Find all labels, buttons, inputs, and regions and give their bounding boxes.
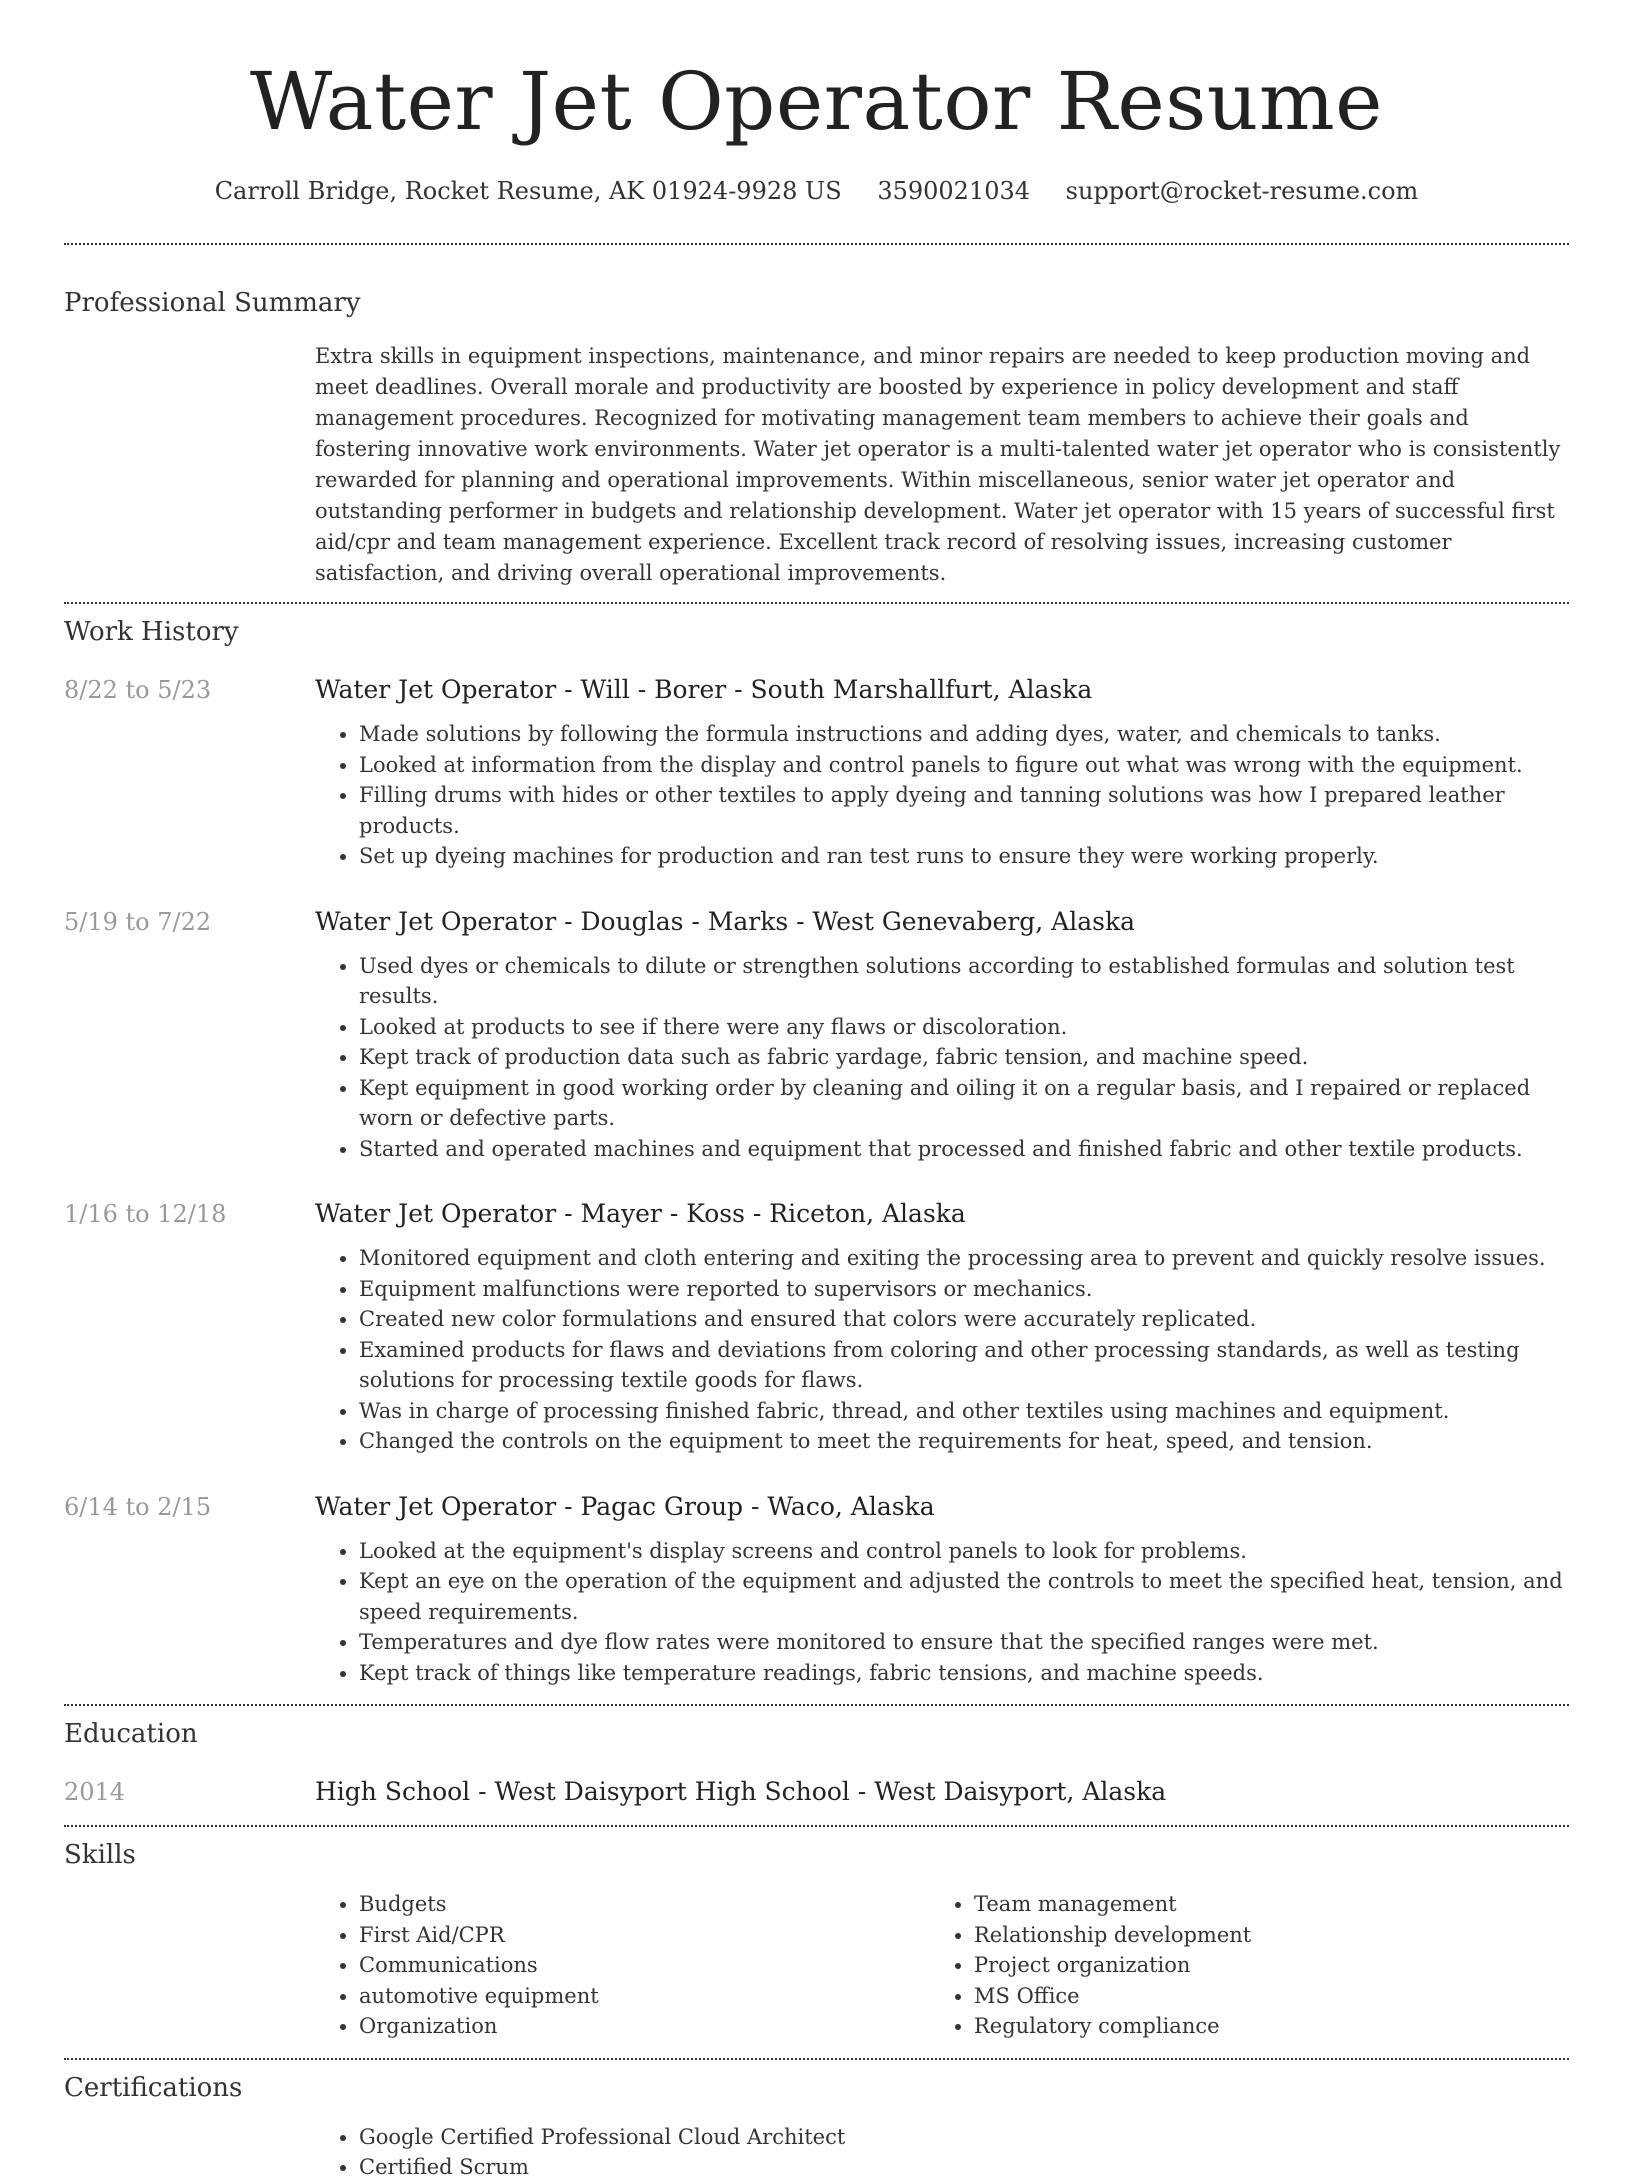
job-bullet: • Kept equipment in good working order by cleaning and oiling it on a regular basis, and I repaired or replaced worn or defective parts. — [359, 1073, 1569, 1134]
job-body — [315, 1490, 1569, 1689]
certifications-list — [315, 2122, 1569, 2183]
skill-item: • Organization — [359, 2011, 930, 2042]
skills-column — [315, 1889, 930, 2042]
divider — [64, 1704, 1569, 1706]
skill-item: • First Aid/CPR — [359, 1920, 930, 1951]
job-dates: 6/14 to 2/15 — [64, 1492, 212, 1521]
job-bullet: • Made solutions by following the formula instructions and adding dyes, water, and chemicals to tanks. — [359, 719, 1569, 750]
education-entry — [64, 1775, 1569, 1809]
skills-list — [315, 1889, 1569, 2042]
job-bullet: • Kept track of things like temperature readings, fabric tensions, and machine speeds. — [359, 1658, 1569, 1689]
job-bullets — [315, 719, 1569, 872]
job-entry — [64, 1197, 1569, 1457]
job-entry — [64, 673, 1569, 872]
summary-text: Extra skills in equipment inspections, maintenance, and minor repairs are needed to keep production moving and meet deadlines. Overall morale and productivity are boosted by experience in policy development and staff management procedures. Recognized for motivating management team members to achieve their goals and fostering innovative work environments. Water jet operator is a multi-talented water jet operator who is consistently rewarded for planning and operational improvements. Within miscellaneous, senior water jet operator and outstanding performer in budgets and relationship development. Water jet operator with 15 years of successful first aid/cpr and team management experience. Excellent track record of resolving issues, increasing customer satisfaction, and driving overall operational improvements. — [315, 344, 1561, 585]
skill-item: • Relationship development — [974, 1920, 1545, 1951]
job-entry — [64, 1490, 1569, 1689]
contact-email: support@rocket-resume.com — [1065, 177, 1419, 205]
divider — [64, 602, 1569, 604]
job-bullet: • Changed the controls on the equipment to meet the requirements for heat, speed, and tension. — [359, 1426, 1569, 1457]
certifications-heading: Certifications — [64, 2072, 243, 2103]
summary-heading: Professional Summary — [64, 288, 361, 318]
contact-address: Carroll Bridge, Rocket Resume, AK 01924-9928 US — [214, 177, 842, 205]
resume-title: Water Jet Operator Resume — [249, 55, 1384, 148]
job-bullet: • Was in charge of processing finished fabric, thread, and other textiles using machines and equipment. — [359, 1396, 1569, 1427]
job-bullet: • Looked at the equipment's display screens and control panels to look for problems. — [359, 1536, 1569, 1567]
job-title: Water Jet Operator - Douglas - Marks - West Genevaberg, Alaska — [315, 906, 1136, 936]
job-bullet: • Equipment malfunctions were reported to supervisors or mechanics. — [359, 1274, 1569, 1305]
contact-line — [64, 174, 1569, 208]
work-history-heading: Work History — [64, 617, 239, 647]
job-bullet: • Used dyes or chemicals to dilute or strengthen solutions according to established formulas and solution test results. — [359, 951, 1569, 1012]
job-dates: 5/19 to 7/22 — [64, 907, 212, 936]
certification-item: • Certified Scrum — [359, 2152, 1569, 2183]
skills-heading: Skills — [64, 1840, 136, 1870]
job-entry — [64, 905, 1569, 1165]
job-bullet: • Monitored equipment and cloth entering and exiting the processing area to prevent and quickly resolve issues. — [359, 1243, 1569, 1274]
skills-column — [930, 1889, 1545, 2042]
resume-page — [64, 0, 1569, 2183]
job-body — [315, 1197, 1569, 1457]
job-bullet: • Looked at products to see if there were any flaws or discoloration. — [359, 1012, 1569, 1043]
divider — [64, 2058, 1569, 2060]
skill-item: • Communications — [359, 1950, 930, 1981]
job-dates: 1/16 to 12/18 — [64, 1200, 227, 1228]
job-bullet: • Looked at information from the display and control panels to figure out what was wrong with the equipment. — [359, 750, 1569, 781]
job-title: Water Jet Operator - Mayer - Koss - Riceton, Alaska — [315, 1199, 966, 1228]
skill-item: • Regulatory compliance — [974, 2011, 1545, 2042]
job-bullet: • Kept an eye on the operation of the equipment and adjusted the controls to meet the specified heat, tension, and speed requirements. — [359, 1566, 1569, 1627]
skill-item: • Team management — [974, 1889, 1545, 1920]
job-bullets — [315, 1536, 1569, 1689]
job-bullet: • Set up dyeing machines for production and ran test runs to ensure they were working properly. — [359, 841, 1569, 872]
skill-item: • MS Office — [974, 1981, 1545, 2012]
job-body — [315, 673, 1569, 872]
certification-item: • Google Certified Professional Cloud Architect — [359, 2122, 1569, 2153]
job-bullet: • Filling drums with hides or other textiles to apply dyeing and tanning solutions was how I prepared leather products. — [359, 780, 1569, 841]
divider — [64, 243, 1569, 245]
skill-item: • Budgets — [359, 1889, 930, 1920]
job-bullets — [315, 951, 1569, 1165]
education-heading: Education — [64, 1719, 198, 1749]
job-bullet: • Temperatures and dye flow rates were monitored to ensure that the specified ranges were met. — [359, 1627, 1569, 1658]
contact-phone: 3590021034 — [877, 177, 1031, 205]
job-bullet: • Started and operated machines and equipment that processed and finished fabric and other textile products. — [359, 1134, 1569, 1165]
job-title: Water Jet Operator - Pagac Group - Waco, Alaska — [315, 1491, 935, 1521]
job-title: Water Jet Operator - Will - Borer - South Marshallfurt, Alaska — [315, 675, 1093, 704]
divider — [64, 1825, 1569, 1827]
job-bullet: • Kept track of production data such as fabric yardage, fabric tension, and machine speed. — [359, 1042, 1569, 1073]
education-title: High School - West Daisyport High School - West Daisyport, Alaska — [315, 1777, 1167, 1806]
skill-item: • Project organization — [974, 1950, 1545, 1981]
job-bullet: • Examined products for flaws and deviations from coloring and other processing standards, as well as testing solutions for processing textile goods for flaws. — [359, 1335, 1569, 1396]
education-year: 2014 — [64, 1778, 126, 1806]
education-body — [315, 1775, 1569, 1809]
job-bullets — [315, 1243, 1569, 1457]
job-dates: 8/22 to 5/23 — [64, 676, 212, 704]
skill-item: • automotive equipment — [359, 1981, 930, 2012]
job-body — [315, 905, 1569, 1165]
job-bullet: • Created new color formulations and ensured that colors were accurately replicated. — [359, 1304, 1569, 1335]
